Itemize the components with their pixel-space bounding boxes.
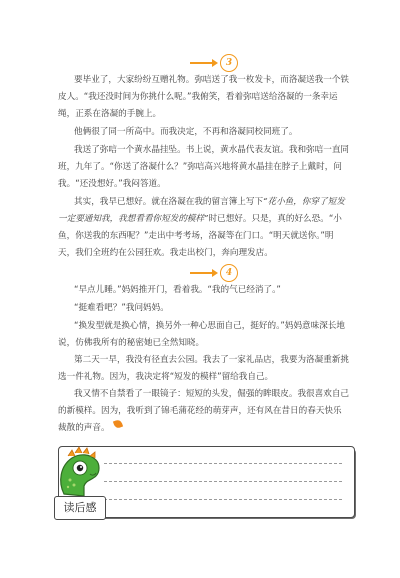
marker-line (190, 62, 212, 64)
paragraph-8: 第二天一早，我没有径直去公园。我去了一家礼品店，我要为洛凝重新挑选一件礼物。因为，我决定将“短发的模样”留给我自己。 (58, 355, 350, 382)
paragraph-1: 要毕业了，大家纷纷互赠礼物。弥唁送了我一枚发卡，而洛凝送我一个铁皮人。“我还没时间为你挑什么呢。”我俯笑，看着弥唁送给洛凝的一条幸运绳，正系在洛凝的手腕上。 (58, 75, 350, 119)
dinosaur-mascot-icon (50, 444, 108, 500)
section-marker-3 (190, 54, 238, 72)
section-number: 4 (220, 264, 238, 282)
writing-line (104, 481, 342, 482)
paragraph-2: 他俩很了同一所高中。而我决定，不再和洛凝同校同班了。 (74, 127, 298, 137)
arrow-icon (212, 59, 218, 67)
paragraph-4: 其实，我早已想好。就在洛凝在我的留言簿上写下“花小鱼，你穿了短发一定要通知我，我想看看你短发的模样”时已想好。只是，真的好么恐。“小鱼，你送我的东西呢？”走出中考考场，洛凝等在门口。“明天就送你。”明天，我们全班约在公园狂欢。我走出校门，奔向理发店。 (58, 197, 345, 258)
marker-line (190, 272, 212, 274)
handwritten-quote: “花小鱼，你穿了短发一定要通知我，我想看看你短发的模样” (58, 197, 345, 224)
section-marker-4 (190, 264, 238, 282)
section-number: 3 (220, 54, 238, 72)
paragraph-3: 我送了弥唁一个黄水晶挂坠。书上说，黄水晶代表友谊。我和弥唁一直同班，九年了。“你送了洛凝什么？”弥唁高兴地将黄水晶挂在脖子上戴时，问我。“还没想好。”我闷答道。 (58, 145, 350, 189)
reflection-label: 读后感 (54, 496, 106, 520)
writing-line (104, 463, 342, 464)
paragraph-6: “挺难看吧？”我问妈妈。 (74, 303, 169, 313)
paragraph-5: “早点儿睡。”妈妈推开门，看着我。“我的气已经消了。” (74, 285, 281, 295)
arrow-icon (212, 269, 218, 277)
paragraph-7: “换发型就是换心情，换另外一种心思面自己，挺好的。”妈妈意味深长地说，仿佛我所有的秘密她已全然知晓。 (58, 321, 346, 348)
paragraph-9: 我又情不自禁看了一眼镜子：短短的头发，倔强的眸眼皮。我很喜欢自己的新模样。因为，我听到了锦毛蒲花经的萌芽声，还有风在昔日的春天快乐裁散的声音。 (58, 389, 350, 433)
writing-line (104, 499, 342, 500)
